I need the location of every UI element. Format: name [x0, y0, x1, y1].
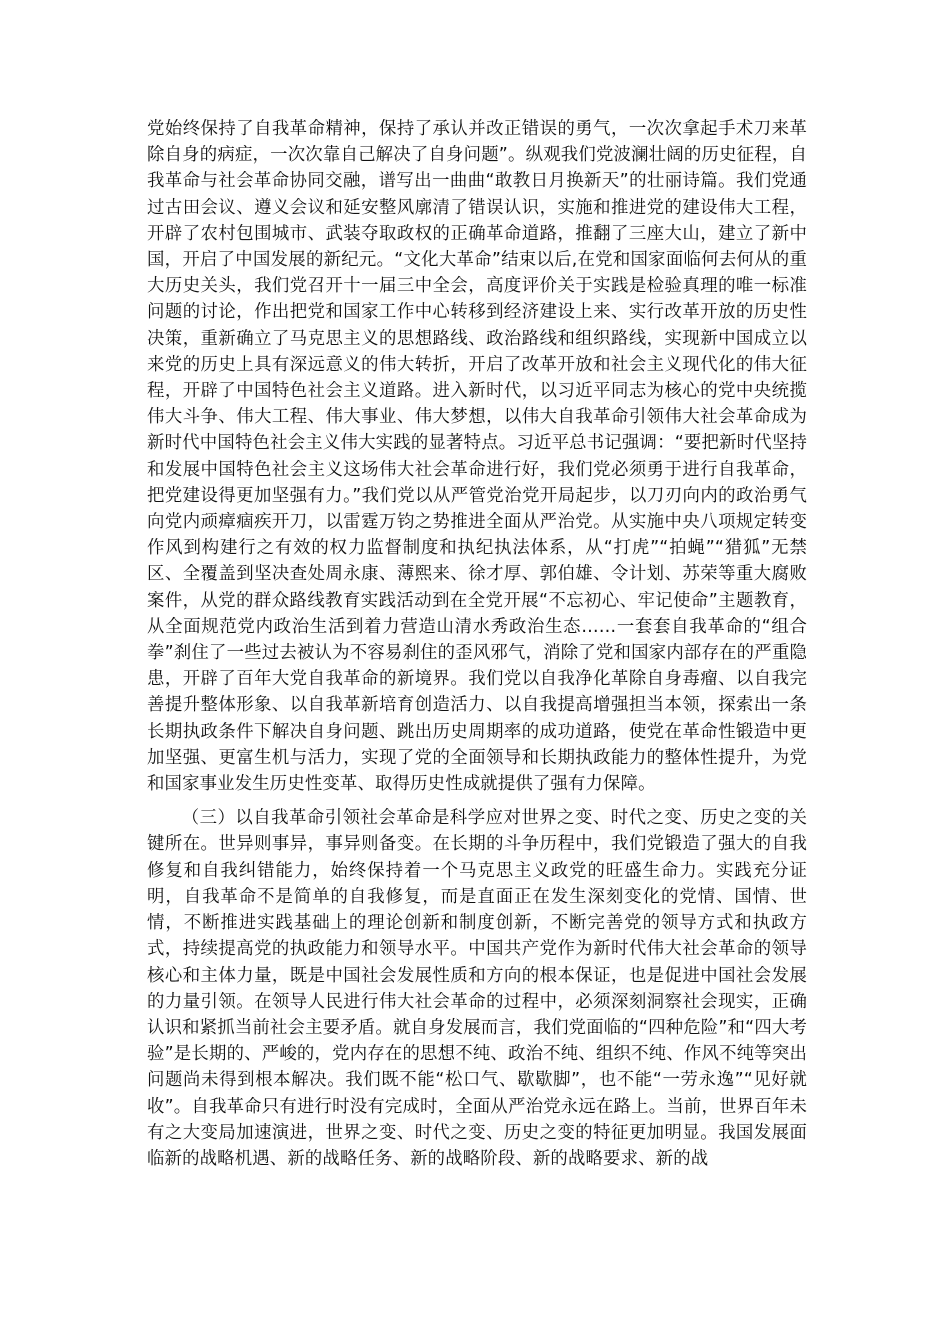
- paragraph-continued: 党始终保持了自我革命精神，保持了承认并改正错误的勇气，一次次拿起手术刀来革除自身的病症，一次次靠自己解决了自身问题”。纵观我们党波澜壮阔的历史征程，自我革命与社会革命协同交融，谱写出一曲曲“敢教日月换新天”的壮丽诗篇。我们党通过古田会议、遵义会议和延安整风廓清了错误认识，实施和推进党的建设伟大工程，开辟了农村包围城市、武装夺取政权的正确革命道路，推翻了三座大山，建立了新中国，开启了中国发展的新纪元。“文化大革命”结束以后,在党和国家面临何去何从的重大历史关头，我们党召开十一届三中全会，高度评价关于实践是检验真理的唯一标准问题的讨论，作出把党和国家工作中心转移到经济建设上来、实行改革开放的历史性决策，重新确立了马克思主义的思想路线、政治路线和组织路线，实现新中国成立以来党的历史上具有深远意义的伟大转折，开启了改革开放和社会主义现代化的伟大征程，开辟了中国特色社会主义道路。进入新时代，以习近平同志为核心的党中央统揽伟大斗争、伟大工程、伟大事业、伟大梦想，以伟大自我革命引领伟大社会革命成为新时代中国特色社会主义伟大实践的显著特点。习近平总书记强调：“要把新时代坚持和发展中国特色社会主义这场伟大社会革命进行好，我们党必须勇于进行自我革命，把党建设得更加坚强有力。”我们党以从严管党治党开局起步，以刀刃向内的政治勇气向党内顽瘴痼疾开刀，以雷霆万钧之势推进全面从严治党。从实施中央八项规定转变作风到构建行之有效的权力监督制度和执纪执法体系，从“打虎”“拍蝇”“猎狐”无禁区、全覆盖到坚决查处周永康、薄熙来、徐才厚、郭伯雄、令计划、苏荣等重大腐败案件，从党的群众路线教育实践活动到在全党开展“不忘初心、牢记使命”主题教育，从全面规范党内政治生活到着力营造山清水秀政治生态……一套套自我革命的“组合拳”刹住了一些过去被认为不容易刹住的歪风邪气，消除了党和国家内部存在的严重隐患，开辟了百年大党自我革命的新境界。我们党以自我净化革除自身毒瘤、以自我完善提升整体形象、以自我革新培育创造活力、以自我提高增强担当本领，探索出一条长期执政条件下解决自身问题、跳出历史周期率的成功道路，使党在革命性锻造中更加坚强、更富生机与活力，实现了党的全面领导和长期执政能力的整体性提升，为党和国家事业发生历史性变革、取得历史性成就提供了强有力保障。: [147, 119, 807, 795]
- paragraph-section-three: （三）以自我革命引领社会革命是科学应对世界之变、时代之变、历史之变的关键所在。世异则事异，事异则备变。在长期的斗争历程中，我们党锻造了强大的自我修复和自我纠错能力，始终保持着一个马克思主义政党的旺盛生命力。实践充分证明，自我革命不是简单的自我修复，而是直面正在发生深刻变化的党情、国情、世情，不断推进实践基础上的理论创新和制度创新，不断完善党的领导方式和执政方式，持续提高党的执政能力和领导水平。中国共产党作为新时代伟大社会革命的领导核心和主体力量，既是中国社会发展性质和方向的根本保证，也是促进中国社会发展的力量引领。在领导人民进行伟大社会革命的过程中，必须深刻洞察社会现实，正确认识和紧抓当前社会主要矛盾。就自身发展而言，我们党面临的“四种危险”和“四大考验”是长期的、严峻的，党内存在的思想不纯、政治不纯、组织不纯、作风不纯等突出问题尚未得到根本解决。我们既不能“松口气、歇歇脚”，也不能“一劳永逸”“见好就收”。自我革命只有进行时没有完成时，全面从严治党永远在路上。当前，世界百年未有之大变局加速演进，世界之变、时代之变、历史之变的特征更加明显。我国发展面临新的战略机遇、新的战略任务、新的战略阶段、新的战略要求、新的战: [147, 808, 807, 1169]
- document-page: [147, 116, 807, 1172]
